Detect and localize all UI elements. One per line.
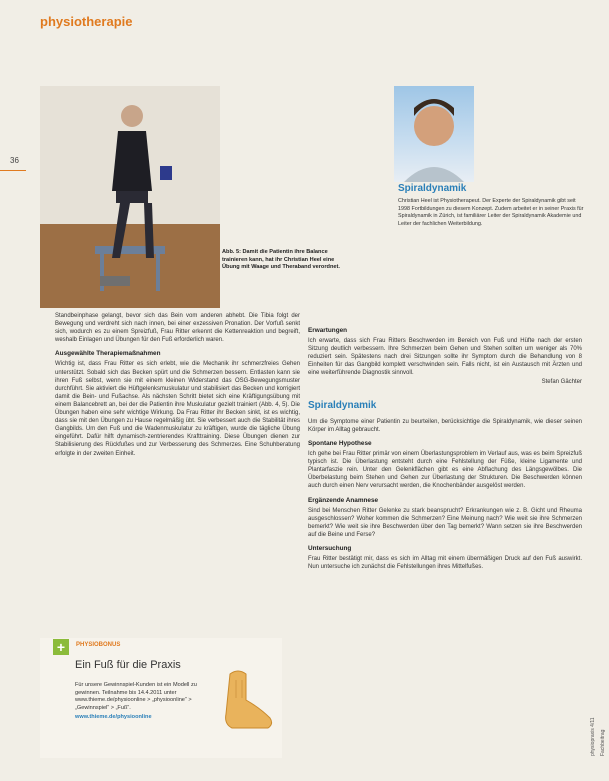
signature: Stefan Gächter [541, 378, 582, 385]
patient-exercise-photo [40, 86, 220, 308]
plus-icon: + [53, 639, 69, 655]
bonus-header: PHYSIOBONUS [76, 642, 121, 648]
brand-logo [40, 14, 132, 29]
bonus-text-body: Für unsere Gewinnspiel-Kunden ist ein Modell zu gewinnen. Teilnahme bis 14.4.2011 unter www.thieme.de/physioonline > „physioonline“ > „Gewinnspiel“ > „Fuß“. [75, 682, 197, 711]
author-photo [394, 86, 474, 182]
right-heading-1: Erwartungen [308, 327, 348, 334]
left-intro: Standbeinphase gelangt, bevor sich das Bein vom anderen abhebt. Die Tibia folgt der Bewegung und verdreht sich nach innen, bei einer exzessiven Pronation. Der Vorfuß senkt sich, wodurch es zu einem Spreizfuß, Frau Ritter erkennt die Kettenreaktion und begreift, weshalb Einlagen und Übungen für den Fuß erforderlich waren. [55, 313, 300, 344]
right-body-1: Ich erwarte, dass sich Frau Ritters Beschwerden im Bereich von Fuß und Hüfte nach der ersten Sitzung deutlich verbessern. Ihre Schmerzen beim Gehen und Stehen sollten um weniger als 70% reduziert sein. Spätestens nach drei Sitzungen sollte ihr Symptom durch die Behandlung von 8 Einheiten für das Gangbild komplett verschwinden sein. Falls nicht, ist ein Austausch mit Ärzten und eine weiterführende Diagnostik sinnvoll. [308, 338, 582, 377]
right-heading-2: Spontane Hypothese [308, 439, 372, 447]
right-heading-3: Ergänzende Anamnese [308, 496, 379, 504]
author-box [398, 183, 588, 228]
section-title: Spiraldynamik [308, 399, 377, 411]
page-number: 36 [10, 156, 19, 165]
right-body-3: Sind bei Menschen Ritter Gelenke zu stark beansprucht? Erkrankungen wie z. B. Gicht und Rheuma ausgeschlossen? Woher kommen die Schmerzen? Eine Meinung nach? Wie weit sie ihre Schmerzen bemerkt? Wie weit sie ihre Beschwerden über den Tag bemerkt? Wann setzen sie ihre Beschwerden auf die Beine und Ferse? [308, 507, 582, 538]
figure-caption: Abb. 5: Damit die Patientin ihre Balance trainieren kann, hat ihr Christian Heel eine Übung mit Waage und Theraband verordnet. [222, 249, 340, 271]
brand-part2: therapie [81, 14, 133, 29]
author-bio: Christian Heel ist Physiotherapeut. Der Experte der Spiraldynamik gibt seit 1998 Fortbildungen zu diesem Konzept. Zudem arbeitet er in seiner Praxis für Spiraldynamik in Zürich, ist familiärer Leiter der Spiraldynamik Akademie und Leiter der fachlichen Weiterbildung. [398, 198, 584, 227]
foot-model-image [218, 666, 278, 736]
right-heading-4: Untersuchung [308, 544, 352, 552]
author-heading: Spiraldynamik [398, 183, 467, 194]
right-intro: Um die Symptome einer Patientin zu beurteilen, berücksichtige die Spiraldynamik, wie dieser seinen Körper im Alltag gebraucht. [308, 418, 582, 433]
bonus-text [75, 682, 215, 722]
right-body-2: Ich gehe bei Frau Ritter primär von einem Überlastungsproblem im Verlauf aus, was es beim Spreizfuß typisch ist. Die Überlastung entsteht durch eine Fehlstellung der Füße, kleine Ligamente und Plantarfaszie rein. Unter den Gelenkflächen gibt es eine Abflachung des Längsgewölbes. Die Überbelastung beim Stehen und Gehen zur Überlastung der Strukturen. Die Beschwerden können auch durch einen Nerv verursacht werden, die Knochenbänder ausgelöst werden. [308, 451, 582, 490]
bonus-link[interactable]: www.thieme.de/physioonline [75, 714, 152, 721]
bonus-title: Ein Fuß für die Praxis [75, 659, 181, 671]
side-text-a: physiopraxis 4/11 [590, 717, 596, 756]
right-column [308, 321, 582, 571]
brand-part1: physio [40, 14, 82, 29]
left-heading-1: Ausgewählte Therapiemaßnahmen [55, 350, 161, 358]
left-body-1: Wichtig ist, dass Frau Ritter es sich erlebt, wie die Mechanik ihr schmerzfreies Gehen unterstützt. Sobald sich das Becken spürt und die Schmerzen bessern. Entlasten kann sie ihren Fuß selbst, wenn sie mit einem kleinen Widerstand das OSG-Bewegungsmuster durchführt. Sie aktiviert die Hüftgelenksmuskulatur und stabilisiert das Becken und korrigiert damit die Bein- und Fußachse. Als nächsten Schritt bietet sich eine Kräftigungsübung mit einem Balancebrett an, bei der die Patientin ihre Muskulatur gezielt trainiert (Abb. 4, 5). Die Übungen haben eine sehr wichtige Wirkung. Da Frau Ritter ihr Becken sinkt, ist es wichtig, dass sie mit den Übungen zu Hause regelmäßig übt. Sie verbessert auch die Stabilität ihres Gangbilds. Um den Fuß und die Wadenmuskulatur zu kräftigen, wurde die tägliche Übung eingeführt. Dafür hilft dynamisch-zentrierendes Krafttraining. Diese Übungen dienen zur Stabilisierung des Rückfußes und zur Verbesserung des Schmerzes. Eine Schuhberatung erfolgte in der zweiten Einheit. [55, 361, 300, 457]
page-marker [0, 170, 26, 171]
right-body-4: Frau Ritter bestätigt mir, dass es sich im Alltag mit einem übermäßigen Druck auf den Fuß auswirkt. Nun untersuche ich zunächst die Fehlstellungen ihres Mittelfußes. [308, 556, 582, 571]
left-column [55, 312, 300, 458]
side-text-b: Fachbeitrag [600, 729, 606, 756]
